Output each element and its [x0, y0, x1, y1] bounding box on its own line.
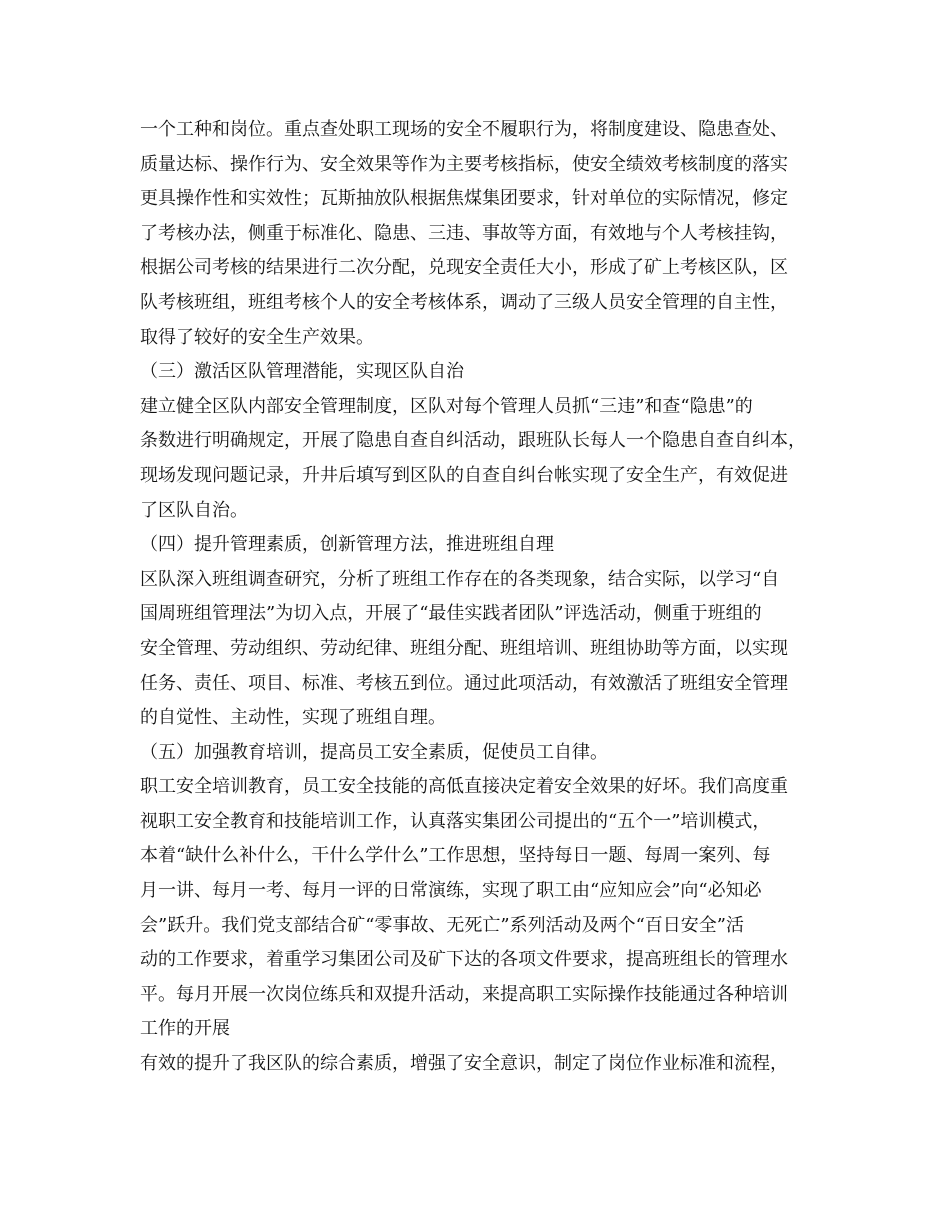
text-line: 会”跃升。我们党支部结合矿“零事故、无死亡”系列活动及两个“百日安全”活: [140, 914, 745, 936]
text-line: 平。每月开展一次岗位练兵和双提升活动，来提高职工实际操作技能通过各种培训: [140, 983, 788, 1005]
text-line: 队考核班组，班组考核个人的安全考核体系，调动了三级人员安全管理的自主性，: [140, 291, 788, 313]
text-line: 安全管理、劳动组织、劳动纪律、班组分配、班组培训、班组协助等方面，以实现: [140, 637, 788, 659]
text-line: 一个工种和岗位。重点查处职工现场的安全不履职行为，将制度建设、隐患查处、: [140, 119, 788, 140]
text-line: 月一讲、每月一考、每月一评的日常演练，实现了职工由“应知应会”向“必知必: [140, 880, 762, 902]
text-line: 质量达标、操作行为、安全效果等作为主要考核指标，使安全绩效考核制度的落实: [140, 153, 788, 175]
text-line: 本着“缺什么补什么，干什么学什么”工作思想，坚持每日一题、每周一案列、每: [140, 845, 771, 867]
text-line: 工作的开展: [140, 1018, 230, 1040]
text-line: 取得了较好的安全生产效果。: [140, 326, 374, 348]
text-line: 视职工安全教育和技能培训工作，认真落实集团公司提出的“五个一”培训模式，: [140, 810, 771, 832]
section-heading-5: （五）加强教育培训，提高员工安全素质，促使员工自律。: [140, 741, 608, 763]
text-line: 的自觉性、主动性，实现了班组自理。: [140, 707, 446, 729]
text-line: 动的工作要求，着重学习集团公司及矿下达的各项文件要求，提高班组长的管理水: [140, 949, 788, 971]
text-line: 国周班组管理法”为切入点，开展了“最佳实践者团队”评选活动，侧重于班组的: [140, 603, 762, 625]
text-line: 更具操作性和实效性；瓦斯抽放队根据焦煤集团要求，针对单位的实际情况，修定: [140, 188, 788, 210]
text-line: 条数进行明确规定，开展了隐患自查自纠活动，跟班队长每人一个隐患自查自纠本，: [140, 430, 806, 452]
text-line: 了区队自治。: [140, 499, 248, 521]
text-line: 任务、责任、项目、标准、考核五到位。通过此项活动，有效激活了班组安全管理: [140, 672, 788, 694]
text-line: 区队深入班组调查研究，分析了班组工作存在的各类现象，结合实际，以学习“自: [140, 568, 780, 590]
text-line: 有效的提升了我区队的综合素质，增强了安全意识，制定了岗位作业标准和流程，: [140, 1053, 788, 1075]
text-line: 职工安全培训教育，员工安全技能的高低直接决定着安全效果的好坏。我们高度重: [140, 776, 788, 798]
section-heading-3: （三）激活区队管理潜能，实现区队自治: [140, 361, 464, 383]
text-line: 现场发现问题记录，升井后填写到区队的自查自纠台帐实现了安全生产，有效促进: [140, 464, 788, 486]
document-body: [140, 113, 830, 1082]
text-line: 建立健全区队内部安全管理制度，区队对每个管理人员抓“三违”和查“隐患”的: [140, 395, 753, 417]
text-line: 了考核办法，侧重于标准化、隐患、三违、事故等方面，有效地与个人考核挂钩，: [140, 222, 788, 244]
text-line: 根据公司考核的结果进行二次分配，兑现安全责任大小，形成了矿上考核区队，区: [140, 257, 788, 279]
section-heading-4: （四）提升管理素质，创新管理方法，推进班组自理: [140, 534, 554, 556]
